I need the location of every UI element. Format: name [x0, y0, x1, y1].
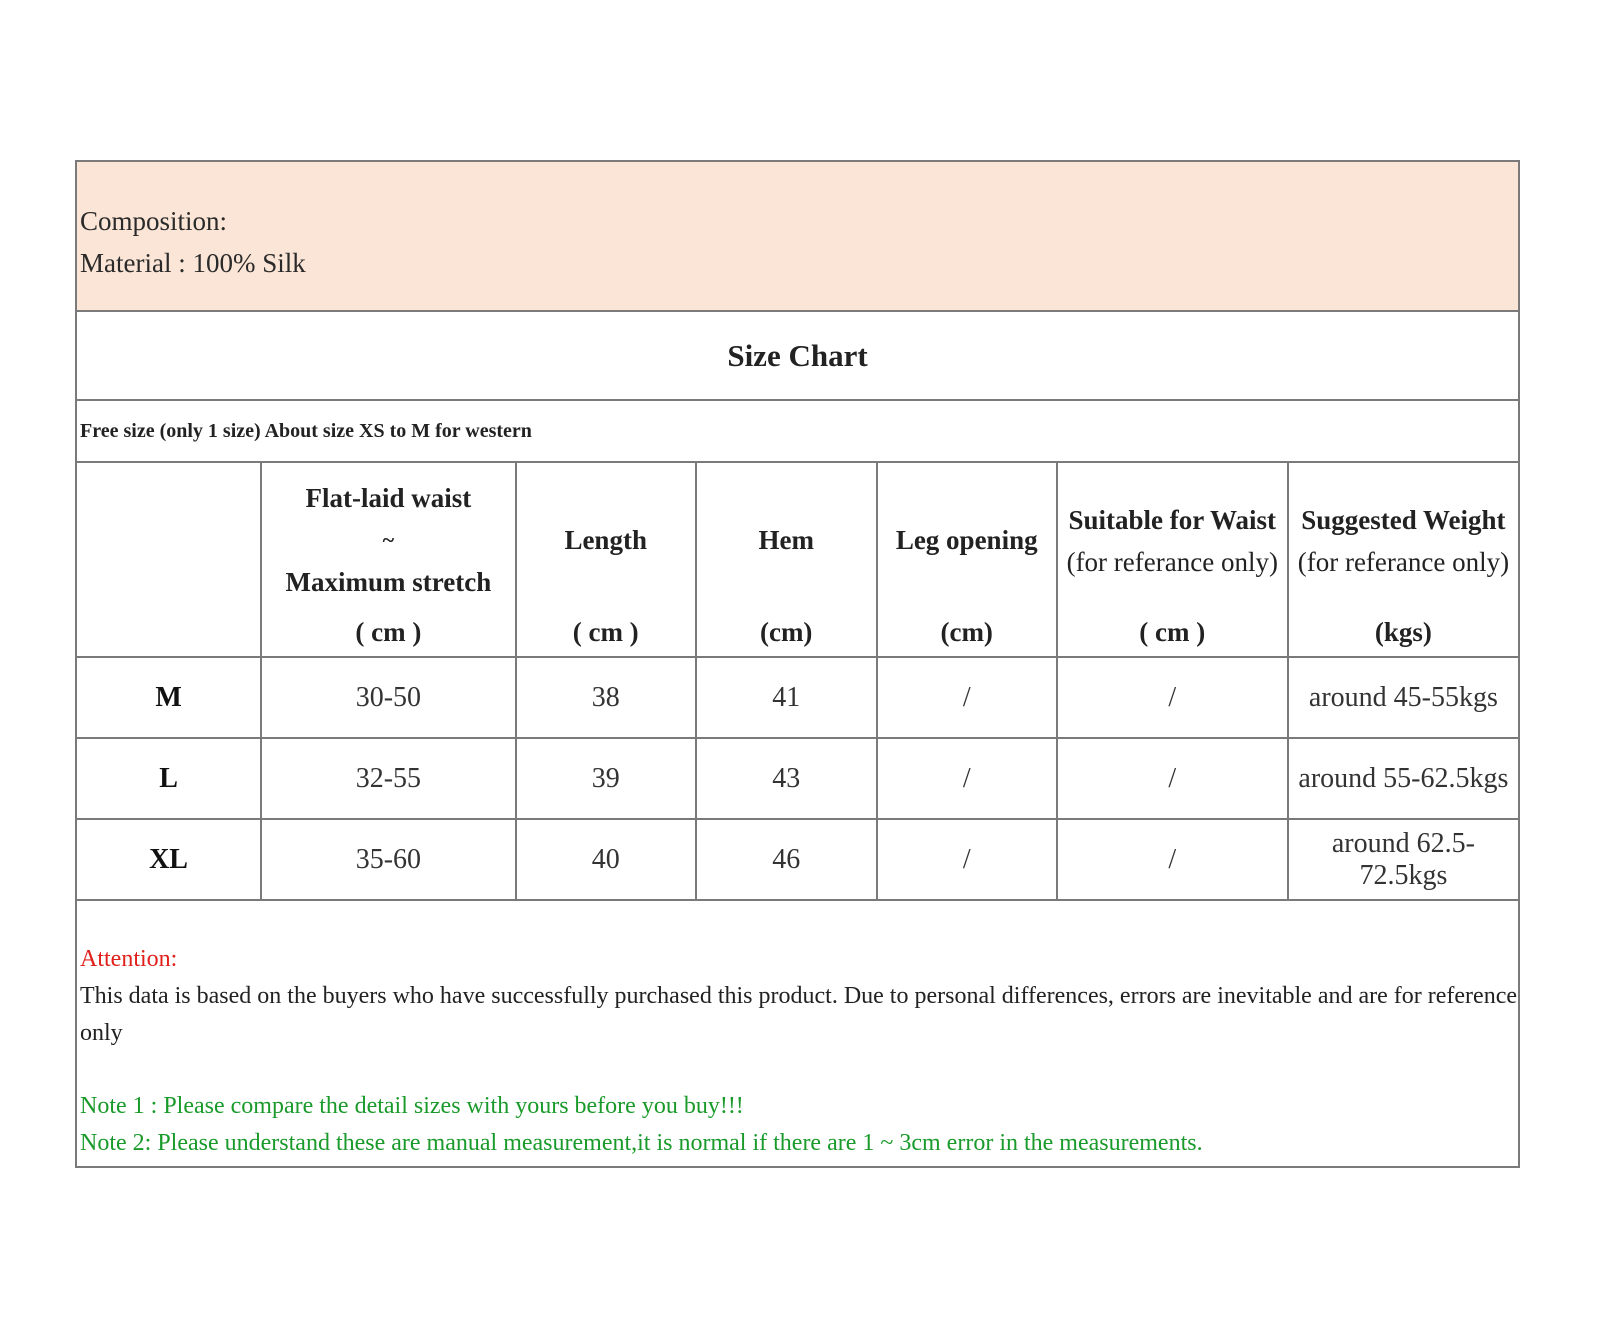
- table-cell: 32-55: [261, 738, 516, 819]
- table-cell: 38: [516, 657, 696, 738]
- header-unit: (cm): [759, 617, 813, 647]
- table-cell: 40: [516, 819, 696, 900]
- table-cell: /: [1057, 819, 1288, 900]
- header-empty: [77, 463, 261, 657]
- note-1: Note 1 : Please compare the detail sizes with yours before you buy!!!: [80, 1093, 744, 1119]
- table-cell: /: [1057, 657, 1288, 738]
- size-chart-sheet: [75, 160, 1520, 1168]
- header-hem: [696, 463, 877, 657]
- size-label: XL: [77, 819, 261, 900]
- header-unit: (cm): [940, 617, 993, 647]
- header-leg-opening: [877, 463, 1057, 657]
- composition-material: Material : 100% Silk: [80, 248, 306, 278]
- header-flat-laid-waist: [261, 463, 516, 657]
- chart-title: Size Chart: [77, 312, 1518, 401]
- size-label: M: [77, 657, 261, 738]
- size-table: [77, 463, 1518, 901]
- table-cell: 39: [516, 738, 696, 819]
- header-label: Maximum stretch: [285, 567, 492, 597]
- header-unit: (kgs): [1374, 617, 1432, 647]
- header-label: Suitable for Waist: [1068, 505, 1277, 535]
- attention-label: Attention:: [80, 946, 178, 972]
- table-row: [77, 738, 1518, 819]
- header-label: Leg opening: [895, 525, 1038, 555]
- header-unit: ( cm ): [572, 617, 639, 647]
- table-cell: /: [877, 738, 1057, 819]
- table-cell: 30-50: [261, 657, 516, 738]
- table-cell: around 45-55kgs: [1288, 657, 1518, 738]
- free-size-note: Free size (only 1 size) About size XS to M for western: [77, 401, 1518, 463]
- table-cell: around 62.5-72.5kgs: [1288, 819, 1518, 900]
- table-header-row: [77, 463, 1518, 657]
- note-2: Note 2: Please understand these are manual measurement,it is normal if there are 1 ~ 3cm error in the measurements.: [80, 1130, 1203, 1156]
- table-cell: /: [877, 657, 1057, 738]
- header-unit: ( cm ): [1139, 617, 1206, 647]
- table-cell: /: [1057, 738, 1288, 819]
- header-suggested-weight: [1288, 463, 1518, 657]
- header-sublabel: (for referance only): [1066, 547, 1278, 577]
- header-unit: ( cm ): [355, 617, 422, 647]
- header-label: ~: [382, 527, 395, 552]
- table-cell: 43: [696, 738, 877, 819]
- attention-text: This data is based on the buyers who have successfully purchased this product. Due to personal differences, errors are inevitable and are for reference only: [80, 983, 1517, 1046]
- table-cell: /: [877, 819, 1057, 900]
- size-label: L: [77, 738, 261, 819]
- header-length: [516, 463, 696, 657]
- header-sublabel: (for referance only): [1297, 547, 1510, 577]
- table-cell: 41: [696, 657, 877, 738]
- composition-section: [77, 162, 1518, 312]
- header-label: Hem: [758, 525, 814, 555]
- table-row: [77, 657, 1518, 738]
- header-label: Suggested Weight: [1301, 505, 1506, 535]
- header-label: Flat-laid waist: [305, 483, 472, 513]
- table-cell: 46: [696, 819, 877, 900]
- notes-spacer: [80, 1052, 1518, 1088]
- composition-heading: Composition:: [80, 206, 228, 236]
- notes-section: [77, 901, 1518, 1166]
- table-cell: around 55-62.5kgs: [1288, 738, 1518, 819]
- table-row: [77, 819, 1518, 900]
- table-cell: 35-60: [261, 819, 516, 900]
- header-label: Length: [564, 525, 647, 555]
- header-suitable-for-waist: [1057, 463, 1288, 657]
